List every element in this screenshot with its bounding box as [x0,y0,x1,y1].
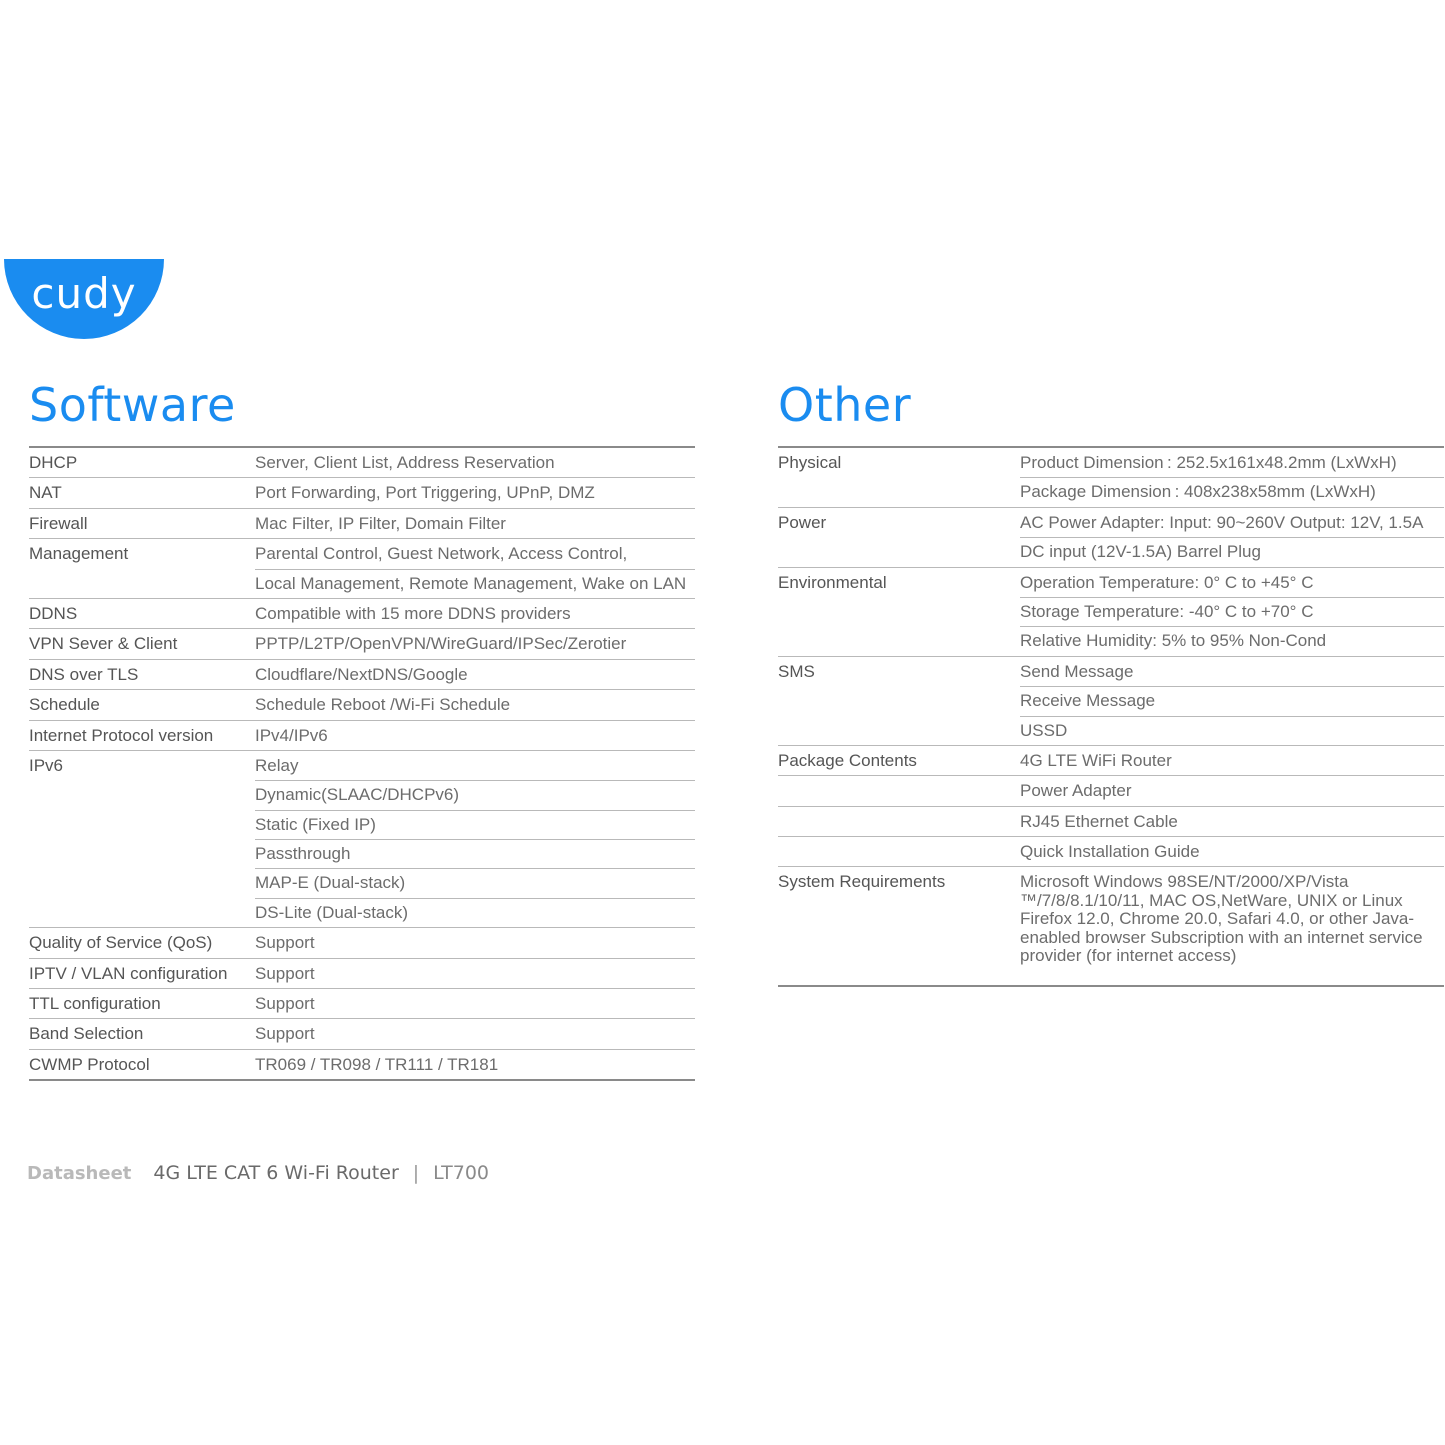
table-row [29,569,695,598]
table-row [778,686,1444,715]
table-row [29,689,695,719]
table-row [778,597,1444,626]
row-value: DS-Lite (Dual-stack) [255,902,409,922]
row-label: Management [29,544,129,564]
table-row [29,448,695,477]
row-label: SMS [778,661,815,681]
row-label [29,839,255,868]
table-row [29,659,695,689]
table-row [778,507,1444,537]
row-label: TTL configuration [29,994,161,1014]
row-value: TR069 / TR098 / TR111 / TR181 [255,1054,499,1074]
row-value: Passthrough [255,844,351,864]
row-label: Physical [778,453,842,472]
row-label: System Requirements [778,872,946,892]
row-value: Power Adapter [1020,781,1132,801]
table-row [778,537,1444,566]
software-spec-table [29,446,695,1081]
table-row [778,656,1444,686]
footer [27,1162,489,1184]
row-value: Send Message [1020,661,1134,681]
table-row [778,477,1444,506]
table-row [29,628,695,658]
table-row [29,810,695,839]
row-value: Schedule Reboot /Wi-Fi Schedule [255,695,511,715]
row-value: Mac Filter, IP Filter, Domain Filter [255,513,506,533]
footer-model: LT700 [433,1162,490,1184]
table-row [29,868,695,897]
row-value: Operation Temperature: 0° C to +45° C [1020,572,1314,592]
table-row [29,898,695,927]
row-value: Server, Client List, Address Reservation [255,453,555,472]
row-value: IPv4/IPv6 [255,725,328,745]
row-label: NAT [29,483,62,503]
row-label [29,569,255,598]
footer-separator: | [412,1162,420,1184]
row-label: Band Selection [29,1024,144,1044]
row-value: Receive Message [1020,691,1156,711]
row-label [29,810,255,839]
row-value: Port Forwarding, Port Triggering, UPnP, DMZ [255,483,595,503]
row-label: VPN Sever & Client [29,634,178,654]
row-label [778,837,1020,866]
row-value: Dynamic(SLAAC/DHCPv6) [255,785,460,805]
software-section-title: Software [29,378,236,432]
row-value: 4G LTE WiFi Router [1020,750,1172,770]
row-value: Support [255,994,315,1014]
table-row [778,716,1444,745]
row-value: Support [255,1024,315,1044]
row-label [778,716,1020,745]
other-spec-table [778,446,1444,987]
row-value: Local Management, Remote Management, Wake on LAN [255,573,687,593]
table-row [778,448,1444,477]
table-row [778,626,1444,655]
row-value: PPTP/L2TP/OpenVPN/WireGuard/IPSec/Zerotier [255,634,627,654]
row-value: USSD [1020,720,1068,740]
row-label: Firewall [29,513,88,533]
table-row [778,745,1444,775]
row-label: Package Contents [778,750,917,770]
row-value: Storage Temperature: -40° C to +70° C [1020,601,1314,621]
row-label [29,868,255,897]
row-label: DDNS [29,603,78,623]
table-row [29,477,695,507]
row-value: Cloudflare/NextDNS/Google [255,664,468,684]
table-row [778,775,1444,805]
table-row [29,598,695,628]
table-row [29,839,695,868]
row-label: CWMP Protocol [29,1054,150,1074]
row-value: Parental Control, Guest Network, Access Control, [255,544,628,564]
row-value: Microsoft Windows 98SE/NT/2000/XP/Vista ™/7/8/8.1/10/11, MAC OS,NetWare, UNIX or Linux Firefox 12.0, Chrome 20.0, Safari 4.0, or other Java-enabled browser Subscription with an internet service provider (for internet access) [1020,872,1423,966]
table-row [29,538,695,568]
row-value: Relay [255,755,299,775]
row-label: DHCP [29,453,78,472]
table-row [29,780,695,809]
cudy-logo [4,259,164,339]
row-label: Quality of Service (QoS) [29,933,213,953]
row-label: IPv6 [29,755,64,775]
table-row [29,1018,695,1048]
logo-text: cudy [31,269,137,318]
row-value: Support [255,963,315,983]
table-row [29,1049,695,1079]
row-value: MAP-E (Dual-stack) [255,873,406,893]
row-label: Environmental [778,572,887,592]
row-label [778,597,1020,626]
row-label [778,776,1020,805]
table-row [778,567,1444,597]
row-value: Compatible with 15 more DDNS providers [255,603,571,623]
row-label [778,537,1020,566]
table-row [29,508,695,538]
row-value: Quick Installation Guide [1020,842,1200,862]
table-row [778,836,1444,866]
row-label [29,780,255,809]
row-label: Internet Protocol version [29,725,214,745]
table-row [778,806,1444,836]
footer-datasheet-label: Datasheet [27,1163,132,1184]
table-row [29,927,695,957]
row-value: Product Dimension : 252.5x161x48.2mm (LxWxH) [1020,453,1397,472]
table-row [778,866,1444,985]
row-label [29,898,255,927]
row-value: Relative Humidity: 5% to 95% Non-Cond [1020,631,1327,651]
footer-product-name: 4G LTE CAT 6 Wi-Fi Router [153,1162,399,1184]
row-label [778,686,1020,715]
row-value: Package Dimension : 408x238x58mm (LxWxH) [1020,482,1376,502]
other-section-title: Other [778,378,912,432]
row-value: Support [255,933,315,953]
row-label: DNS over TLS [29,664,139,684]
table-row [29,720,695,750]
row-value: AC Power Adapter: Input: 90~260V Output: 12V, 1.5A [1020,512,1424,532]
row-label [778,626,1020,655]
row-label [778,807,1020,836]
row-value: DC input (12V-1.5A) Barrel Plug [1020,542,1261,562]
row-value: Static (Fixed IP) [255,814,376,834]
row-label: Power [778,512,827,532]
row-label: IPTV / VLAN configuration [29,963,228,983]
row-label: Schedule [29,695,100,715]
table-row [29,958,695,988]
row-label [778,477,1020,506]
row-value: RJ45 Ethernet Cable [1020,811,1178,831]
table-row [29,750,695,780]
table-row [29,988,695,1018]
